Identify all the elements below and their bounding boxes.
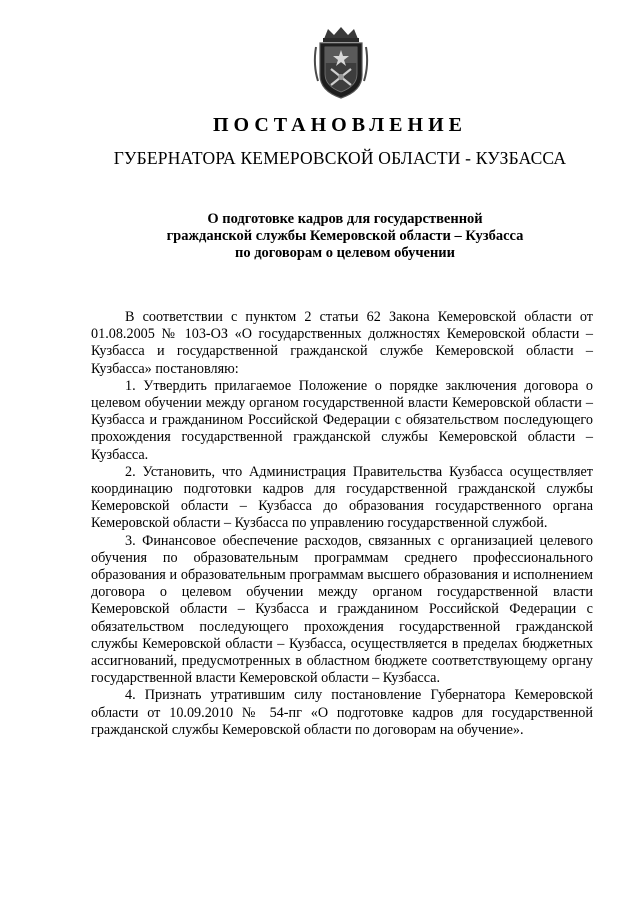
kemerovo-coat-of-arms-icon: [310, 25, 372, 101]
title-line: О подготовке кадров для государственной: [207, 211, 483, 227]
document-type-heading: ПОСТАНОВЛЕНИЕ: [213, 114, 467, 136]
title-line: по договорам о целевом обучении: [234, 245, 456, 261]
clause-3-paragraph: 3. Финансовое обеспечение расходов, связанных с организацией целевого обучения по образовательным программам среднего профессионального образования и образовательным программам высшего образования и исполнением договора о целевом обучении между органом государственной власти Кемеровской области – Кузбасса и гражданином Российской Федерации с обязательством последующего прохождения государственной гражданской службы Кемеровской области – Кузбасса, осуществляется в пределах бюджетных ассигнований, предусмотренных в областном бюджете соответствующему органу государственной власти Кемеровской области – Кузбасса.: [91, 532, 593, 687]
document-title: [120, 211, 570, 262]
clause-2-paragraph: 2. Установить, что Администрация Правительства Кузбасса осуществляет координацию подготовки кадров для государственной гражданской службы Кемеровской области – Кузбасса до образования государственного органа Кемеровской области – Кузбасса по управлению государственной службой.: [91, 463, 593, 532]
document-body: [91, 309, 593, 739]
issuer-heading: ГУБЕРНАТОРА КЕМЕРОВСКОЙ ОБЛАСТИ - КУЗБАССА: [113, 148, 567, 168]
preamble-paragraph: В соответствии с пунктом 2 статьи 62 Закона Кемеровской области от 01.08.2005 № 103-ОЗ «О государственных должностях Кемеровской области – Кузбасса и государственной гражданской службе Кемеровской области – Кузбасса» постановляю:: [91, 309, 593, 377]
title-line: гражданской службы Кемеровской области – Кузбасса: [166, 228, 524, 244]
clause-4-paragraph: 4. Признать утратившим силу постановление Губернатора Кемеровской области от 10.09.2010 № 54-пг «О подготовке кадров для государственной гражданской службы Кемеровской области по договорам на обучение».: [91, 687, 593, 738]
clause-1-paragraph: 1. Утвердить прилагаемое Положение о порядке заключения договора о целевом обучении между органом государственной власти Кемеровской области – Кузбасса и гражданином Российской Федерации с обязательством последующего прохождения государственной гражданской службы Кемеровской области – Кузбасса.: [91, 377, 593, 463]
